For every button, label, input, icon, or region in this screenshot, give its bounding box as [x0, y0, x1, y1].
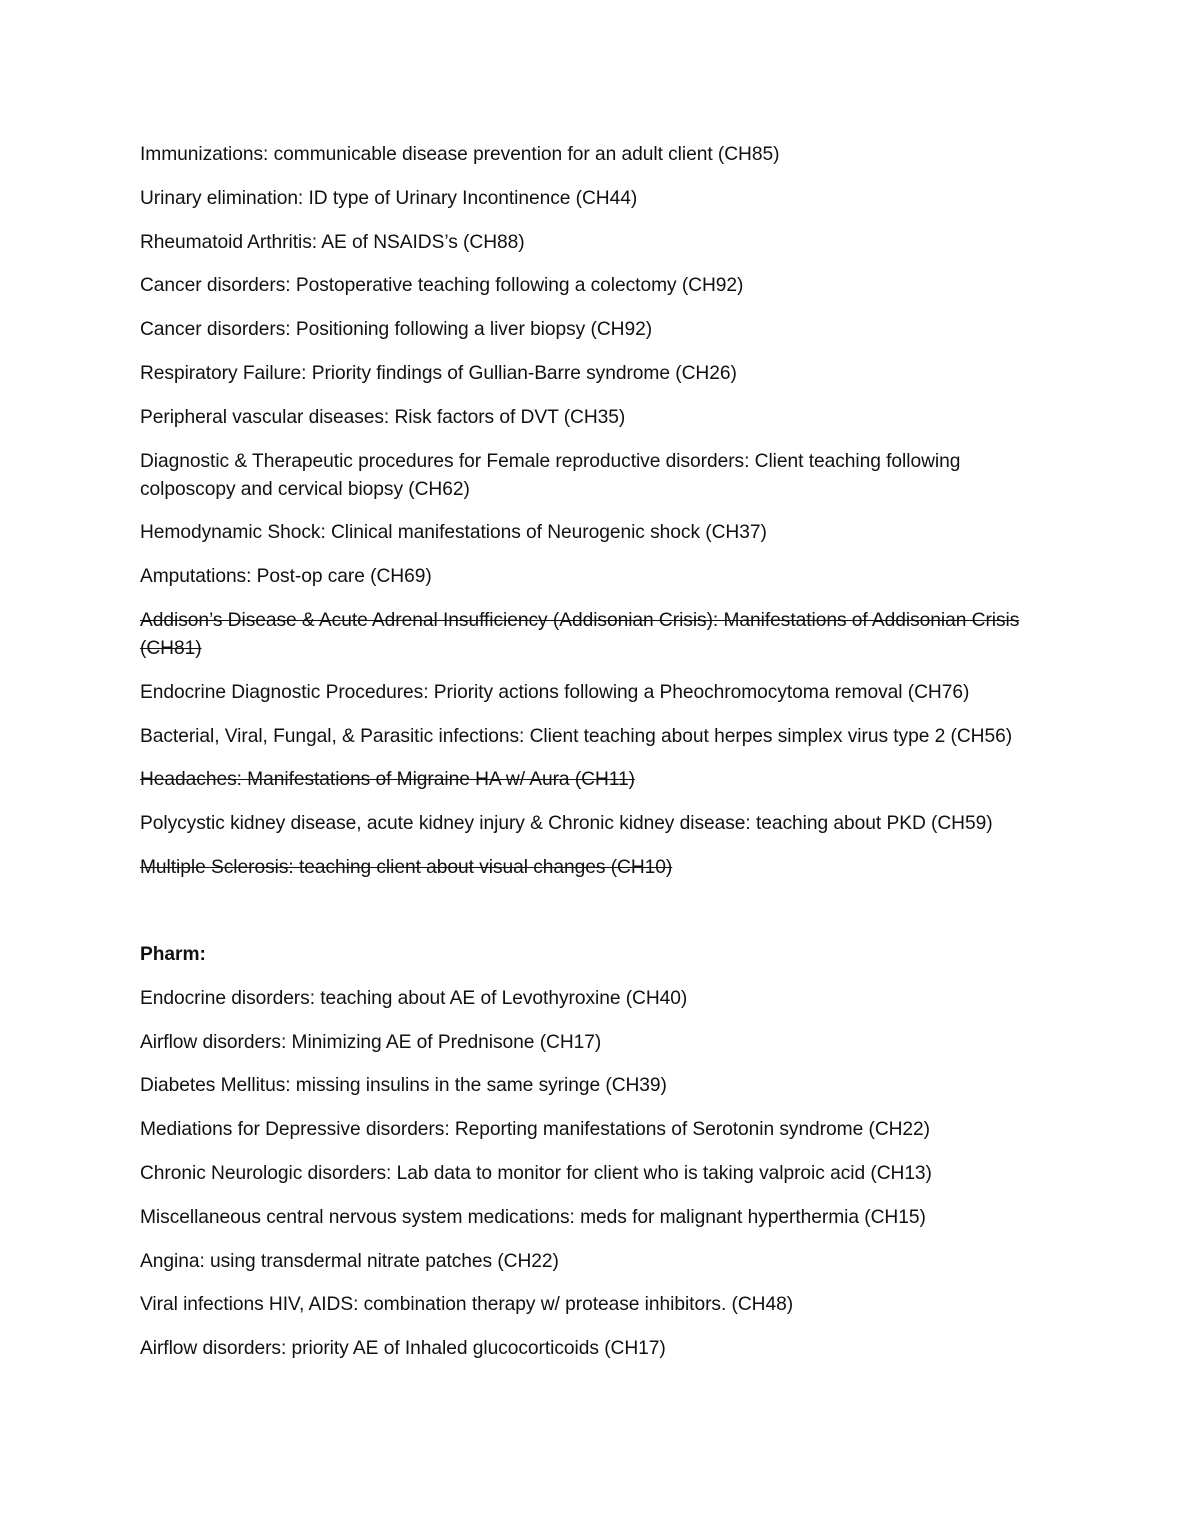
list-item: Peripheral vascular diseases: Risk factors of DVT (CH35) [140, 406, 626, 428]
list-item: Multiple Sclerosis: teaching client about visual changes (CH10) [140, 856, 673, 878]
list-item: Diabetes Mellitus: missing insulins in the same syringe (CH39) [140, 1075, 667, 1097]
list-item: Bacterial, Viral, Fungal, & Parasitic infections: Client teaching about herpes simplex virus type 2 (CH56) [140, 725, 1013, 747]
list-item: Endocrine Diagnostic Procedures: Priority actions following a Pheochromocytoma removal (CH76) [140, 681, 970, 703]
topics-list [140, 141, 1045, 882]
list-item: Viral infections HIV, AIDS: combination therapy w/ protease inhibitors. (CH48) [140, 1294, 794, 1316]
list-item: Angina: using transdermal nitrate patches (CH22) [140, 1250, 559, 1272]
pharm-list [140, 985, 1045, 1363]
list-item: Rheumatoid Arthritis: AE of NSAIDS’s (CH88) [140, 231, 525, 253]
list-item: Polycystic kidney disease, acute kidney injury & Chronic kidney disease: teaching about PKD (CH59) [140, 813, 993, 835]
document-page [140, 141, 1045, 1379]
section-heading-pharm: Pharm: [140, 943, 206, 965]
list-item: Diagnostic & Therapeutic procedures for Female reproductive disorders: Client teaching following colposcopy and cervical biopsy (CH62) [140, 450, 961, 500]
list-item: Hemodynamic Shock: Clinical manifestations of Neurogenic shock (CH37) [140, 522, 767, 544]
list-item: Airflow disorders: priority AE of Inhaled glucocorticoids (CH17) [140, 1338, 666, 1360]
list-item: Respiratory Failure: Priority findings of Gullian-Barre syndrome (CH26) [140, 362, 737, 384]
list-item: Amputations: Post-op care (CH69) [140, 566, 432, 588]
list-item: Headaches: Manifestations of Migraine HA w/ Aura (CH11) [140, 769, 635, 791]
list-item: Endocrine disorders: teaching about AE of Levothyroxine (CH40) [140, 987, 688, 1009]
list-item: Miscellaneous central nervous system medications: meds for malignant hyperthermia (CH15) [140, 1206, 926, 1228]
list-item: Mediations for Depressive disorders: Reporting manifestations of Serotonin syndrome (CH22) [140, 1119, 931, 1141]
list-item: Airflow disorders: Minimizing AE of Prednisone (CH17) [140, 1031, 602, 1053]
list-item: Chronic Neurologic disorders: Lab data to monitor for client who is taking valproic acid (CH13) [140, 1162, 932, 1184]
list-item: Cancer disorders: Positioning following a liver biopsy (CH92) [140, 319, 653, 341]
list-item: Addison’s Disease & Acute Adrenal Insufficiency (Addisonian Crisis): Manifestations of Addisonian Crisis (CH81) [140, 609, 1020, 659]
list-item: Cancer disorders: Postoperative teaching following a colectomy (CH92) [140, 275, 744, 297]
list-item: Immunizations: communicable disease prevention for an adult client (CH85) [140, 144, 780, 165]
list-item: Urinary elimination: ID type of Urinary Incontinence (CH44) [140, 187, 638, 209]
